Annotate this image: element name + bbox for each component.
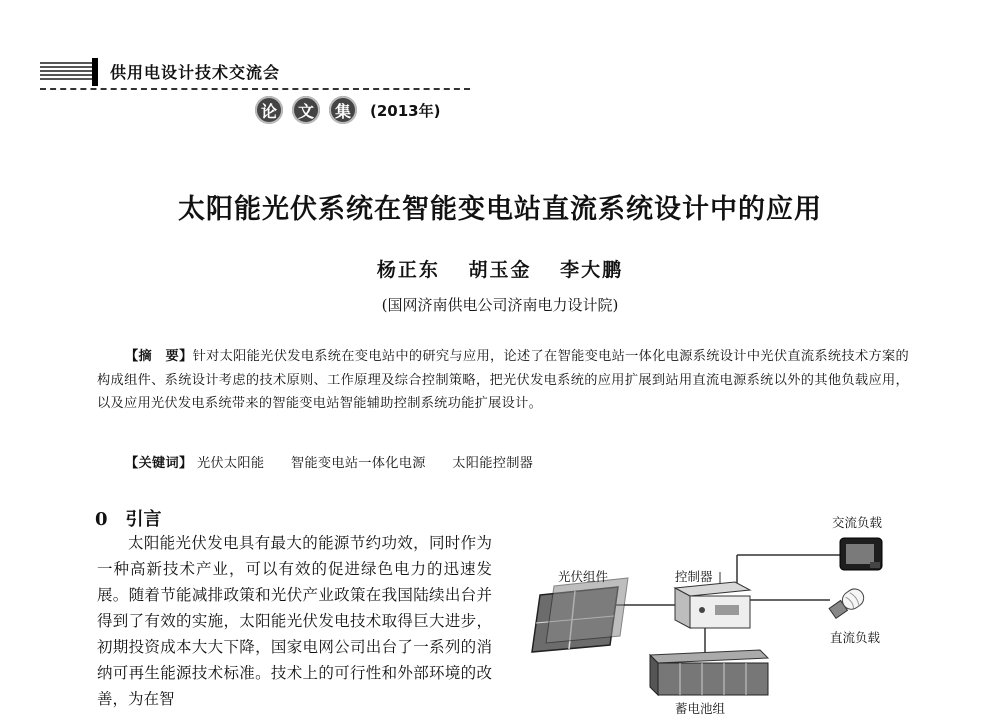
- bulb-icon: [827, 585, 867, 620]
- pv-label: 光伏组件: [558, 569, 609, 584]
- dc-load-label: 直流负载: [830, 630, 881, 645]
- header-divider: [40, 88, 470, 90]
- collection-year: (2013年): [370, 101, 441, 120]
- controller-icon: [675, 582, 750, 628]
- pv-panel-icon: [532, 578, 628, 652]
- author: 杨正东: [376, 259, 440, 281]
- section-number: 0: [95, 509, 108, 530]
- section-title: 引言: [125, 509, 162, 530]
- header-decor-bar: [92, 58, 98, 86]
- section-heading: [95, 505, 162, 531]
- controller-label: 控制器: [675, 569, 713, 584]
- collection-seal: 论: [255, 96, 283, 124]
- abstract-text: 针对太阳能光伏发电系统在变电站中的研究与应用，论述了在智能变电站一体化电源系统设计中光伏直流系统技术方案的构成组件、系统设计考虑的技术原则、工作原理及综合控制策略，把光伏发电系统的应用扩展到站用直流电源系统以外的其他负载应用，以及应用光伏发电系统带来的智能变电站智能辅助控制系统功能扩展设计。: [97, 349, 909, 411]
- battery-label: 蓄电池组: [675, 701, 726, 716]
- collection-title: [255, 96, 440, 124]
- keyword: 光伏太阳能: [196, 456, 265, 471]
- author: 李大鹏: [560, 259, 624, 281]
- keywords-label: 【关键词】: [125, 456, 193, 471]
- author: 胡玉金: [468, 259, 532, 281]
- affiliation: (国网济南供电公司济南电力设计院): [381, 296, 619, 314]
- ac-load-label: 交流负载: [832, 515, 883, 530]
- diagram-graphics: [510, 500, 1000, 716]
- battery-bank-icon: [650, 650, 768, 695]
- keyword: 太阳能控制器: [452, 456, 534, 471]
- collection-seal: 文: [292, 96, 320, 124]
- conference-name: 供用电设计技术交流会: [110, 63, 281, 82]
- system-diagram: [510, 500, 1000, 716]
- abstract-label: 【摘 要】: [125, 349, 193, 364]
- collection-seal: 集: [329, 96, 357, 124]
- section-paragraph: 太阳能光伏发电具有最大的能源节约功效，同时作为一种高新技术产业，可以有效的促进绿色电力的迅速发展。随着节能减排政策和光伏产业政策在我国陆续出台并得到了有效的实施，太阳能光伏发电技术取得巨大进步，初期投资成本大大下降，国家电网公司出台了一系列的消纳可再生能源技术标准。技术上的可行性和外部环境的改善，为在智: [97, 534, 492, 708]
- tv-icon: [840, 538, 882, 570]
- header-decor-bars: [40, 62, 92, 84]
- abstract: [97, 345, 909, 416]
- keyword: 智能变电站一体化电源: [290, 456, 426, 471]
- keywords: [125, 452, 555, 471]
- paper-title: 太阳能光伏系统在智能变电站直流系统设计中的应用: [178, 194, 822, 225]
- author-list: [0, 255, 1000, 282]
